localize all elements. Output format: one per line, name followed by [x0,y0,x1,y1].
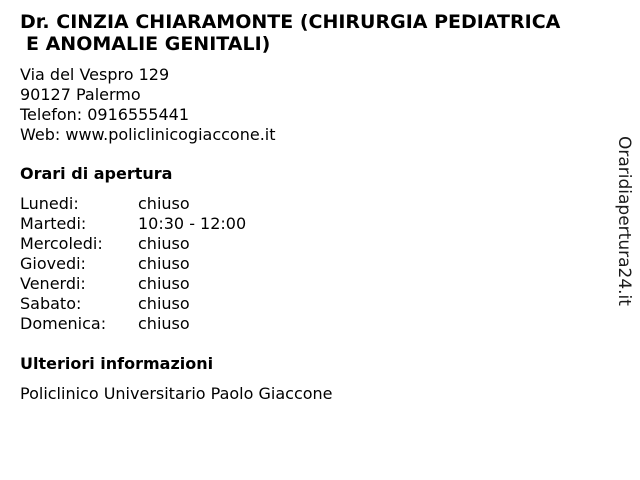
address-city: 90127 Palermo [20,85,141,104]
hours-row-sunday [20,314,246,334]
hours-row-wednesday [20,234,246,254]
further-info-heading: Ulteriori informazioni [20,354,214,373]
day-label: Mercoledi: [20,234,103,253]
site-watermark: Oraridiapertura24.it [614,136,634,306]
address-web: Web: www.policlinicogiaccone.it [20,125,276,144]
day-hours: chiuso [138,294,190,313]
address-street: Via del Vespro 129 [20,65,170,84]
day-label: Giovedi: [20,254,86,273]
day-hours: 10:30 - 12:00 [138,214,247,233]
day-hours: chiuso [138,254,190,273]
day-hours: chiuso [138,194,190,213]
day-label: Venerdi: [20,274,86,293]
day-label: Sabato: [20,294,82,313]
hours-row-saturday [20,294,246,314]
day-label: Domenica: [20,314,107,333]
hours-row-monday [20,194,246,214]
address-block [20,65,276,145]
opening-hours-heading: Orari di apertura [20,164,173,183]
hours-row-friday [20,274,246,294]
title-line-1: Dr. CINZIA CHIARAMONTE (CHIRURGIA PEDIATRICA [20,11,561,33]
hours-row-tuesday [20,214,246,234]
opening-hours-table [20,194,246,334]
day-label: Martedi: [20,214,87,233]
page-title [20,11,620,55]
title-line-2: E ANOMALIE GENITALI) [26,33,271,55]
further-info-text: Policlinico Universitario Paolo Giaccone [20,384,333,403]
day-hours: chiuso [138,314,190,333]
day-hours: chiuso [138,234,190,253]
day-label: Lunedi: [20,194,79,213]
day-hours: chiuso [138,274,190,293]
address-phone: Telefon: 0916555441 [20,105,190,124]
hours-row-thursday [20,254,246,274]
